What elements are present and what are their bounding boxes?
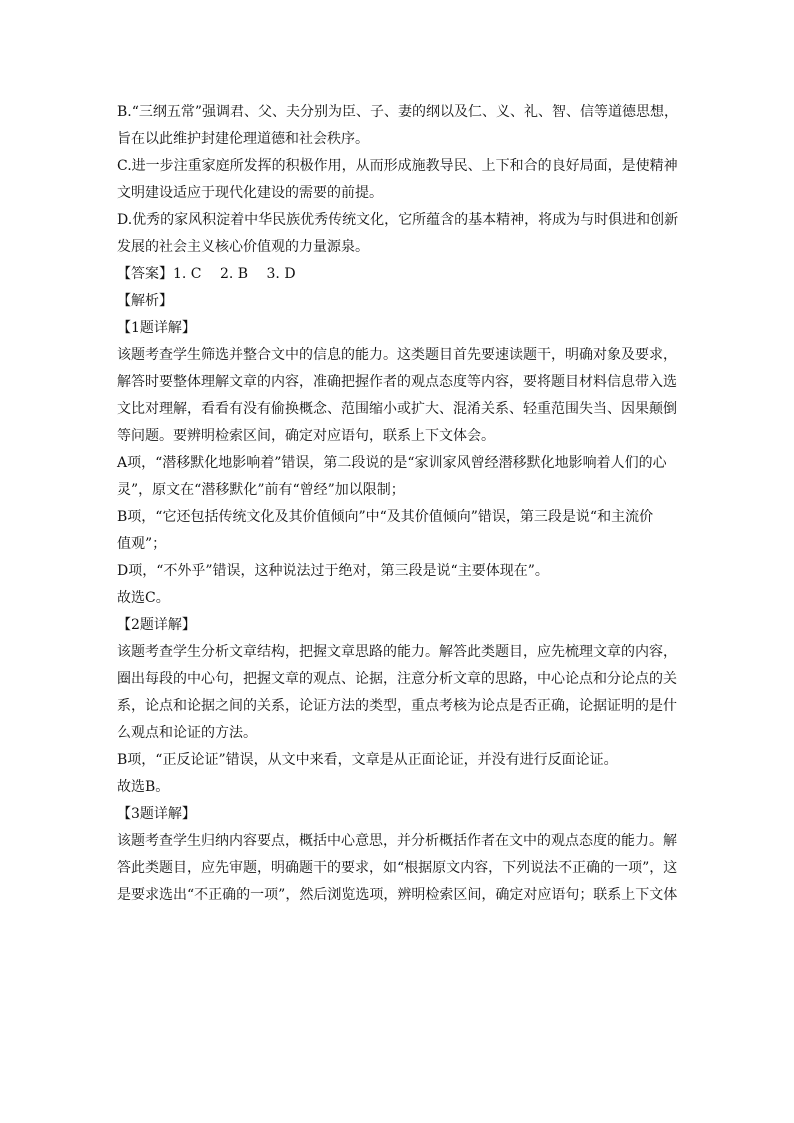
q2-conclusion-text: 故选B。 <box>117 779 170 795</box>
q3-body <box>117 828 683 909</box>
option-d-line: D.优秀的家风积淀着中华民族优秀传统文化，它所蕴含的基本精神，将成为与时俱进和创新 <box>117 212 679 228</box>
answer-line <box>117 261 683 288</box>
option-c-line: C.进一步注重家庭所发挥的积极作用，从而形成施教导民、上下和合的良好局面，是使精神 <box>117 158 678 174</box>
q1-body-line: 等问题。要辨明检索区间，确定对应语句，联系上下文体会。 <box>117 428 495 444</box>
q1-item-d-line: D项，“不外乎”错误，这种说法过于绝对，第三段是说“主要体现在”。 <box>117 563 549 579</box>
q1-heading <box>117 315 683 342</box>
option-b <box>117 99 683 153</box>
q1-item-d <box>117 558 683 585</box>
q2-body <box>117 639 683 747</box>
q2-heading <box>117 612 683 639</box>
q2-item-b <box>117 747 683 774</box>
option-d <box>117 207 683 261</box>
option-c <box>117 153 683 207</box>
q1-item-a <box>117 450 683 504</box>
option-d-line: 发展的社会主义核心价值观的力量源泉。 <box>117 239 369 255</box>
q1-item-b <box>117 504 683 558</box>
analysis-heading <box>117 288 683 315</box>
q2-item-b-line: B项，“正反论证”错误，从文中来看，文章是从正面论证，并没有进行反面论证。 <box>117 752 618 768</box>
option-b-line: 旨在以此维护封建伦理道德和社会秩序。 <box>117 131 369 147</box>
q1-conclusion-text: 故选C。 <box>117 590 170 606</box>
q1-item-b-line: 值观”； <box>117 536 167 552</box>
q1-body-line: 文比对理解，看看有没有偷换概念、范围缩小或扩大、混淆关系、轻重范围失当、因果颠倒 <box>117 401 677 417</box>
q1-heading-text: 【1题详解】 <box>117 320 196 336</box>
q1-body <box>117 342 683 450</box>
q3-heading-text: 【3题详解】 <box>117 806 196 822</box>
q2-conclusion <box>117 774 683 801</box>
q1-item-a-line: 灵”，原文在“潜移默化”前有“曾经”加以限制； <box>117 482 405 498</box>
q2-heading-text: 【2题详解】 <box>117 617 196 633</box>
q2-body-line: 该题考查学生分析文章结构，把握文章思路的能力。解答此类题目，应先梳理文章的内容， <box>117 644 677 660</box>
q3-heading <box>117 801 683 828</box>
q3-body-line: 是要求选出“不正确的一项”，然后浏览选项，辨明检索区间，确定对应语句；联系上下文体 <box>117 887 678 903</box>
option-b-line: B.“三纲五常”强调君、父、夫分别为臣、子、妻的纲以及仁、义、礼、智、信等道德思想， <box>117 104 679 120</box>
answer-text: 【答案】1. C 2. B 3. D <box>117 266 296 282</box>
q2-body-line: 么观点和论证的方法。 <box>117 725 257 741</box>
q3-body-line: 该题考查学生归纳内容要点，概括中心意思，并分析概括作者在文中的观点态度的能力。解 <box>117 833 677 849</box>
q1-item-b-line: B项，“它还包括传统文化及其价值倾向”中“及其价值倾向”错误，第三段是说“和主流价 <box>117 509 654 525</box>
document-page <box>117 99 683 909</box>
option-c-line: 文明建设适应于现代化建设的需要的前提。 <box>117 185 383 201</box>
analysis-heading-text: 【解析】 <box>117 293 173 309</box>
q1-body-line: 解答时要整体理解文章的内容，准确把握作者的观点态度等内容，要将题目材料信息带入选 <box>117 374 677 390</box>
q1-item-a-line: A项，“潜移默化地影响着”错误，第二段说的是“家训家风曾经潜移默化地影响着人们的心 <box>117 455 667 471</box>
q1-conclusion <box>117 585 683 612</box>
q1-body-line: 该题考查学生筛选并整合文中的信息的能力。这类题目首先要速读题干，明确对象及要求， <box>117 347 677 363</box>
q3-body-line: 答此类题目，应先审题，明确题干的要求，如“根据原文内容，下列说法不正确的一项”，这 <box>117 860 678 876</box>
q2-body-line: 系，论点和论据之间的关系，论证方法的类型，重点考核为论点是否正确，论据证明的是什 <box>117 698 677 714</box>
q2-body-line: 圈出每段的中心句，把握文章的观点、论据，注意分析文章的思路，中心论点和分论点的关 <box>117 671 677 687</box>
